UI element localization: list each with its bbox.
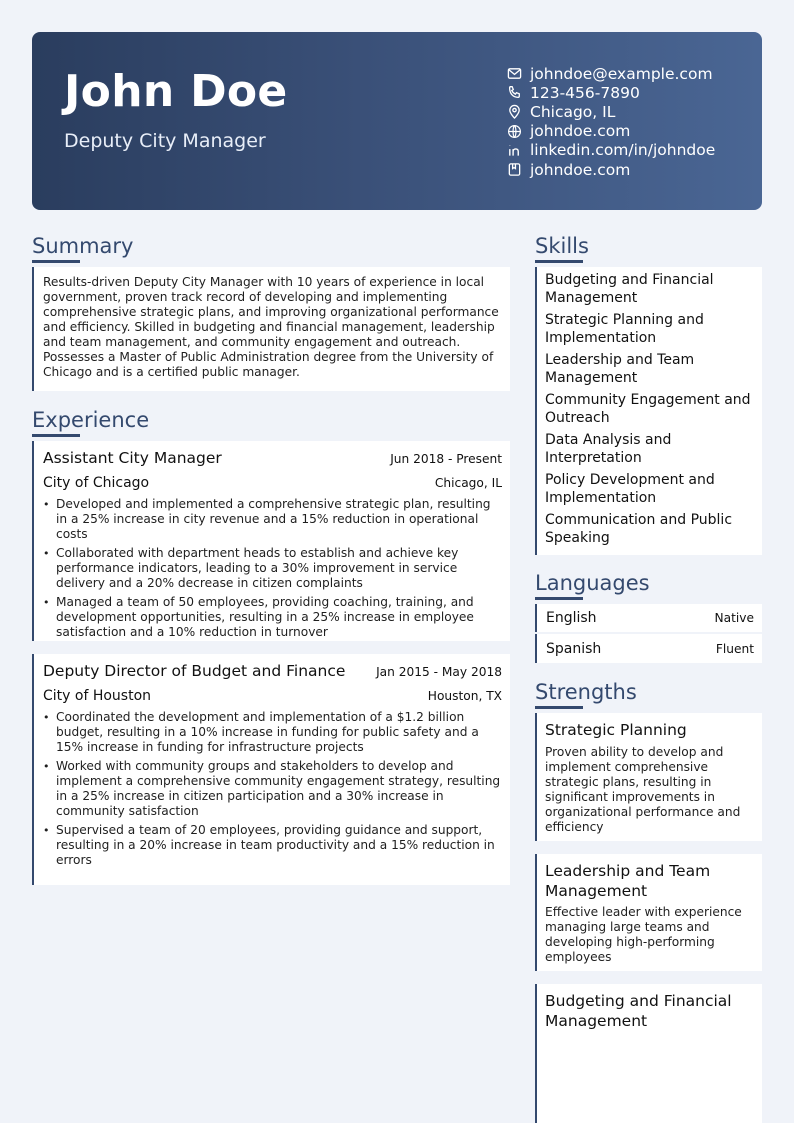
strength-description: Effective leader with experience managing large teams and developing high-performing employees xyxy=(545,905,742,964)
skills-underline xyxy=(535,260,583,263)
strength-card xyxy=(535,984,762,1123)
skill-item: Communication and Public Speaking xyxy=(545,512,733,546)
contact-phone-text: 123-456-7890 xyxy=(530,83,640,102)
job-location: Chicago, IL xyxy=(434,476,502,490)
language-row xyxy=(537,604,762,632)
job-card xyxy=(32,654,510,885)
job-bullet: • Coordinated the development and implementation of a $1.2 billion budget, resulting in a 10% increase in funding for public safety and a 15% increase in funding for infrastructure projects xyxy=(43,710,502,755)
job-bullet: • Collaborated with department heads to establish and achieve key performance indicators, leading to a 30% improvement in service delivery and a 20% decrease in citizen complaints xyxy=(43,546,502,591)
contact-portfolio-text: johndoe.com xyxy=(530,160,631,179)
skill-item: Budgeting and Financial Management xyxy=(545,272,714,306)
strength-title: Strategic Planning xyxy=(545,721,687,739)
skill-item: Policy Development and Implementation xyxy=(545,472,715,506)
language-level: Native xyxy=(714,611,754,625)
contact-website[interactable] xyxy=(507,122,715,141)
experience-underline xyxy=(32,434,80,437)
job-title: Deputy Director of Budget and Finance xyxy=(43,662,346,680)
summary-underline xyxy=(32,260,80,263)
globe-icon xyxy=(507,124,522,139)
contact-linkedin-text: linkedin.com/in/johndoe xyxy=(530,141,716,160)
job-bullets xyxy=(43,710,502,868)
summary-text: Results-driven Deputy City Manager with 10 years of experience in local government, proven track record of developing and implementing comprehensive strategic plans, and improving organizational performance and efficiency. Skilled in budgeting and financial management, leadership and team management, and community engagement and outreach. Possesses a Master of Public Administration degree from the University of Chicago and is a certified public manager. xyxy=(43,275,499,379)
mail-icon xyxy=(507,66,522,81)
job-header xyxy=(43,662,502,680)
contact-linkedin[interactable] xyxy=(507,141,715,160)
contact-email-text: johndoe@example.com xyxy=(530,64,713,83)
strength-card xyxy=(535,713,762,841)
skills-heading: Skills xyxy=(535,234,589,258)
skill-item: Data Analysis and Interpretation xyxy=(545,432,672,466)
bookmark-icon xyxy=(507,162,522,177)
job-card xyxy=(32,441,510,641)
job-company: City of Chicago xyxy=(43,475,150,491)
languages-heading: Languages xyxy=(535,571,650,595)
job-date: Jan 2015 - May 2018 xyxy=(376,665,502,679)
experience-heading: Experience xyxy=(32,408,150,432)
job-subheader xyxy=(43,688,502,704)
summary-card xyxy=(32,267,510,391)
language-row xyxy=(537,634,762,663)
job-bullet: • Supervised a team of 20 employees, providing guidance and support, resulting in a 20% increase in team productivity and a 15% reduction in errors xyxy=(43,823,502,868)
strength-description: Proven ability to develop and implement comprehensive strategic plans, resulting in significant improvements in organizational performance and efficiency xyxy=(545,744,741,834)
phone-icon xyxy=(507,85,522,100)
strength-card xyxy=(535,854,762,971)
summary-heading: Summary xyxy=(32,234,134,258)
contact-location xyxy=(507,102,715,121)
languages-underline xyxy=(535,597,583,600)
linkedin-icon xyxy=(507,143,522,158)
job-bullet: • Worked with community groups and stakeholders to develop and implement a comprehensive community engagement strategy, resulting in a 25% increase in citizen participation and a 30% increase in community satisfaction xyxy=(43,759,502,819)
location-pin-icon xyxy=(507,104,522,119)
skill-item: Leadership and Team Management xyxy=(545,352,695,386)
language-name: Spanish xyxy=(546,640,602,657)
language-name: English xyxy=(546,610,597,626)
language-card xyxy=(535,634,762,663)
job-bullet: • Developed and implemented a comprehensive strategic plan, resulting in a 25% increase in city revenue and a 15% reduction in operational costs xyxy=(43,497,502,542)
strengths-heading: Strengths xyxy=(535,680,637,704)
strength-title: Budgeting and Financial Management xyxy=(545,992,732,1030)
job-bullets xyxy=(43,497,502,640)
candidate-title: Deputy City Manager xyxy=(64,130,266,152)
skill-item: Strategic Planning and Implementation xyxy=(545,312,704,346)
contact-portfolio[interactable] xyxy=(507,160,715,179)
job-header xyxy=(43,449,502,467)
contact-list xyxy=(507,64,715,179)
contact-email[interactable] xyxy=(507,64,715,83)
skills-card xyxy=(535,267,762,555)
job-bullet: • Managed a team of 50 employees, providing coaching, training, and development opportunities, resulting in a 25% increase in employee satisfaction and a 10% reduction in turnover xyxy=(43,595,502,640)
skill-item: Community Engagement and Outreach xyxy=(545,392,751,426)
language-card xyxy=(535,604,762,632)
candidate-name: John Doe xyxy=(64,66,288,117)
contact-location-text: Chicago, IL xyxy=(530,102,616,121)
contact-website-text: johndoe.com xyxy=(530,122,631,141)
contact-phone[interactable] xyxy=(507,83,715,102)
job-company: City of Houston xyxy=(43,688,152,704)
strengths-underline xyxy=(535,706,583,709)
strength-title: Leadership and Team Management xyxy=(545,862,711,900)
resume-header xyxy=(32,32,762,210)
job-date: Jun 2018 - Present xyxy=(390,452,502,466)
job-subheader xyxy=(43,475,502,491)
job-title: Assistant City Manager xyxy=(43,449,222,467)
job-location: Houston, TX xyxy=(427,689,502,703)
language-level: Fluent xyxy=(715,641,754,656)
